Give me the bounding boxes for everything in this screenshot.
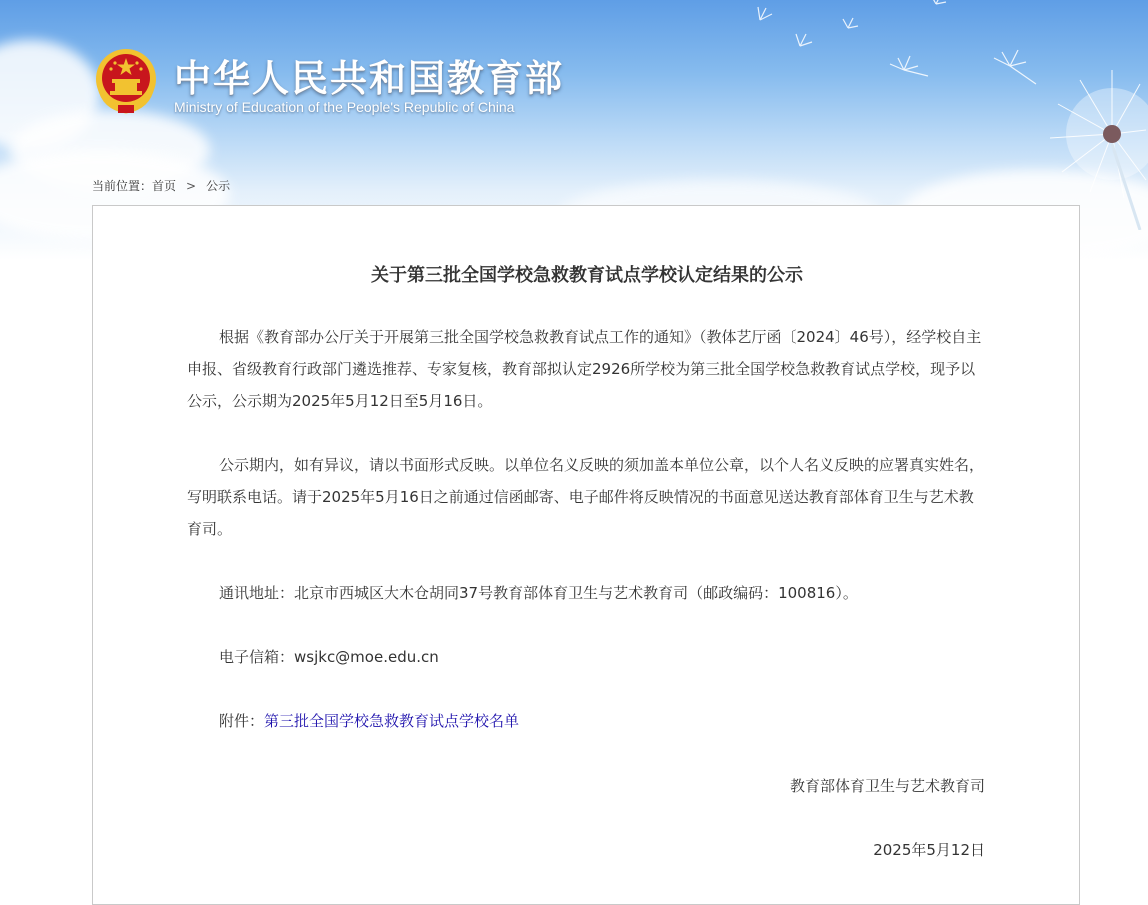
site-subtitle: Ministry of Education of the People's Republic of China (174, 99, 515, 115)
article-paragraph: 根据《教育部办公厅关于开展第三批全国学校急救教育试点工作的通知》（教体艺厅函〔2024〕46号），经学校自主申报、省级教育行政部门遴选推荐、专家复核，教育部拟认定2926所学校为第三批全国学校急救教育试点学校，现予以公示，公示期为2025年5月12日至5月16日。 (187, 328, 982, 410)
breadcrumb-prefix: 当前位置： (92, 179, 153, 193)
seed-decoration (740, 0, 1040, 110)
article-container (92, 205, 1080, 905)
signature: 教育部体育卫生与艺术教育司 (789, 777, 985, 795)
publish-date: 2025年5月12日 (873, 841, 985, 859)
breadcrumb-separator: > (186, 179, 197, 193)
breadcrumb (92, 177, 230, 194)
article-title: 关于第三批全国学校急救教育试点学校认定结果的公示 (371, 265, 803, 286)
breadcrumb-home-link[interactable]: 首页 (152, 179, 177, 193)
contact-address: 通讯地址：北京市西城区大木仓胡同37号教育部体育卫生与艺术教育司（邮政编码：100816）。 (219, 584, 858, 602)
attachment-link[interactable]: 第三批全国学校急救教育试点学校名单 (264, 712, 520, 730)
national-emblem-icon (94, 47, 158, 115)
contact-email: 电子信箱：wsjkc@moe.edu.cn (219, 648, 439, 666)
breadcrumb-current-link[interactable]: 公示 (206, 179, 231, 193)
article-paragraph: 公示期内，如有异议，请以书面形式反映。以单位名义反映的须加盖本单位公章，以个人名义反映的应署真实姓名，写明联系电话。请于2025年5月16日之前通过信函邮寄、电子邮件将反映情况的书面意见送达教育部体育卫生与艺术教育司。 (187, 456, 985, 538)
site-title: 中华人民共和国教育部 (174, 57, 564, 100)
attachment-label: 附件： (219, 712, 265, 730)
attachment-line (187, 705, 987, 737)
